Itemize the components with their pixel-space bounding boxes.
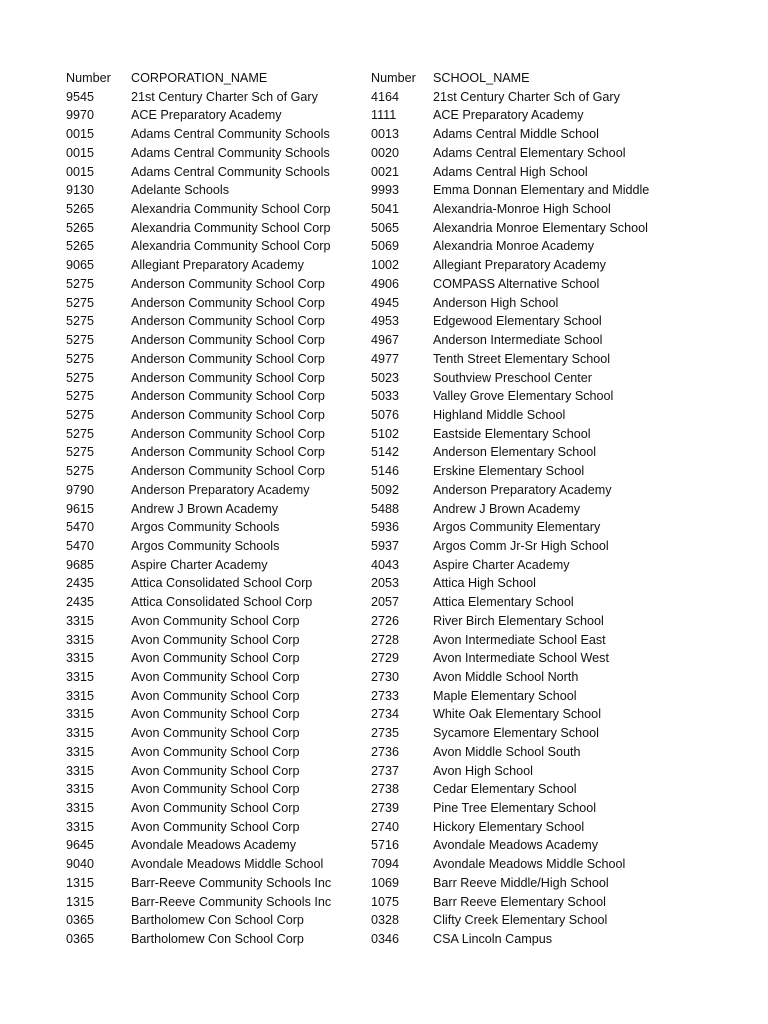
corp-number-cell: 9645 [66, 838, 95, 853]
school-number-cell: 0013 [371, 127, 400, 142]
table-row [0, 256, 768, 275]
table-row [0, 219, 768, 238]
table-row [0, 649, 768, 668]
corp-number-cell: 9970 [66, 108, 95, 123]
school-name-cell: Argos Comm Jr-Sr High School [433, 538, 609, 553]
corp-number-cell: 5265 [66, 220, 95, 235]
corporation-name-cell: Avon Community School Corp [131, 782, 300, 797]
school-name-cell: Attica Elementary School [433, 595, 574, 610]
school-number-cell: 5146 [371, 464, 400, 479]
corp-number-cell: 5275 [66, 314, 95, 329]
table-row [0, 425, 768, 444]
table-row [0, 762, 768, 781]
corp-number-cell: 5275 [66, 407, 95, 422]
school-number-cell: 5937 [371, 538, 400, 553]
school-name-cell: Allegiant Preparatory Academy [433, 258, 606, 273]
school-name-cell: Adams Central High School [433, 164, 588, 179]
corporation-name-cell: Barr-Reeve Community Schools Inc [131, 875, 332, 890]
header-corporation-name: CORPORATION_NAME [131, 71, 268, 85]
corporation-name-cell: Barr-Reeve Community Schools Inc [131, 894, 332, 909]
school-number-cell: 2728 [371, 632, 400, 647]
corporation-name-cell: Adelante Schools [131, 183, 230, 198]
table-row [0, 125, 768, 144]
table-row [0, 743, 768, 762]
corporation-name-cell: Avon Community School Corp [131, 613, 300, 628]
school-number-cell: 2057 [371, 595, 400, 610]
corp-number-cell: 3315 [66, 726, 95, 741]
school-name-cell: Emma Donnan Elementary and Middle [433, 183, 650, 198]
corporation-name-cell: Attica Consolidated School Corp [131, 576, 313, 591]
school-name-cell: Sycamore Elementary School [433, 726, 599, 741]
school-listing-sheet [0, 69, 768, 949]
school-number-cell: 0346 [371, 932, 400, 947]
school-number-cell: 2740 [371, 819, 400, 834]
corp-number-cell: 2435 [66, 595, 95, 610]
school-name-cell: Edgewood Elementary School [433, 314, 602, 329]
corporation-name-cell: Andrew J Brown Academy [131, 501, 278, 516]
school-number-cell: 4164 [371, 89, 400, 104]
table-row [0, 556, 768, 575]
school-number-cell: 5102 [371, 426, 400, 441]
corp-number-cell: 3315 [66, 707, 95, 722]
school-name-cell: ACE Preparatory Academy [433, 108, 584, 123]
school-name-cell: Avondale Meadows Academy [433, 838, 598, 853]
school-number-cell: 5041 [371, 202, 400, 217]
corporation-name-cell: Avon Community School Corp [131, 819, 300, 834]
school-name-cell: Avon High School [433, 763, 533, 778]
corp-number-cell: 0365 [66, 913, 95, 928]
corporation-name-cell: ACE Preparatory Academy [131, 108, 282, 123]
school-number-cell: 2738 [371, 782, 400, 797]
school-number-cell: 5033 [371, 389, 400, 404]
school-name-cell: White Oak Elementary School [433, 707, 601, 722]
corporation-name-cell: Avon Community School Corp [131, 744, 300, 759]
school-number-cell: 5488 [371, 501, 400, 516]
corporation-name-cell: Anderson Community School Corp [131, 333, 325, 348]
corp-number-cell: 5275 [66, 464, 95, 479]
school-name-cell: Erskine Elementary School [433, 464, 585, 479]
school-name-cell: Alexandria-Monroe High School [433, 202, 611, 217]
corp-number-cell: 9545 [66, 89, 95, 104]
corporation-name-cell: Argos Community Schools [131, 538, 280, 553]
school-number-cell: 4977 [371, 351, 400, 366]
table-row [0, 574, 768, 593]
header-corp-number: Number [66, 71, 111, 85]
school-number-cell: 2739 [371, 801, 400, 816]
corp-number-cell: 3315 [66, 819, 95, 834]
corporation-name-cell: Anderson Community School Corp [131, 389, 325, 404]
header-school-name: SCHOOL_NAME [433, 71, 530, 85]
table-row [0, 387, 768, 406]
corp-number-cell: 9130 [66, 183, 95, 198]
corp-number-cell: 5275 [66, 445, 95, 460]
school-number-cell: 7094 [371, 857, 400, 872]
table-row [0, 518, 768, 537]
corp-number-cell: 5470 [66, 538, 95, 553]
corp-number-cell: 1315 [66, 894, 95, 909]
school-name-cell: Hickory Elementary School [433, 819, 585, 834]
corp-number-cell: 5275 [66, 276, 95, 291]
corporation-name-cell: Avon Community School Corp [131, 651, 300, 666]
school-number-cell: 0021 [371, 164, 400, 179]
corp-number-cell: 0015 [66, 164, 95, 179]
school-number-cell: 2726 [371, 613, 400, 628]
corp-number-cell: 5265 [66, 202, 95, 217]
school-name-cell: Adams Central Elementary School [433, 145, 626, 160]
corporation-name-cell: Anderson Community School Corp [131, 426, 325, 441]
corporation-name-cell: Anderson Community School Corp [131, 276, 325, 291]
school-number-cell: 2737 [371, 763, 400, 778]
corp-number-cell: 3315 [66, 763, 95, 778]
school-number-cell: 9993 [371, 183, 400, 198]
school-number-cell: 1069 [371, 875, 400, 890]
corp-number-cell: 2435 [66, 576, 95, 591]
table-row [0, 443, 768, 462]
corp-number-cell: 5275 [66, 370, 95, 385]
school-number-cell: 5716 [371, 838, 400, 853]
school-name-cell: Avon Intermediate School West [433, 651, 609, 666]
table-row [0, 106, 768, 125]
school-number-cell: 1111 [371, 108, 397, 123]
school-number-cell: 5142 [371, 445, 400, 460]
school-name-cell: Alexandria Monroe Elementary School [433, 220, 648, 235]
corporation-name-cell: Avon Community School Corp [131, 707, 300, 722]
corp-number-cell: 9615 [66, 501, 95, 516]
corporation-name-cell: Alexandria Community School Corp [131, 202, 331, 217]
table-row [0, 537, 768, 556]
school-name-cell: Pine Tree Elementary School [433, 801, 597, 816]
school-number-cell: 0020 [371, 145, 400, 160]
corp-number-cell: 1315 [66, 875, 95, 890]
corporation-name-cell: Anderson Community School Corp [131, 351, 325, 366]
school-number-cell: 1075 [371, 894, 400, 909]
corp-number-cell: 0015 [66, 127, 95, 142]
school-number-cell: 5936 [371, 520, 400, 535]
table-row [0, 181, 768, 200]
school-name-cell: 21st Century Charter Sch of Gary [433, 89, 620, 104]
table-row [0, 836, 768, 855]
corp-number-cell: 9685 [66, 557, 95, 572]
school-name-cell: Eastside Elementary School [433, 426, 591, 441]
school-name-cell: Avon Intermediate School East [433, 632, 606, 647]
table-row [0, 294, 768, 313]
corp-number-cell: 5275 [66, 426, 95, 441]
school-number-cell: 5092 [371, 482, 400, 497]
school-name-cell: Anderson Elementary School [433, 445, 597, 460]
table-row [0, 780, 768, 799]
school-name-cell: Adams Central Middle School [433, 127, 599, 142]
corporation-name-cell: Anderson Preparatory Academy [131, 482, 310, 497]
school-name-cell: Avon Middle School North [433, 670, 579, 684]
corporation-name-cell: Allegiant Preparatory Academy [131, 258, 304, 273]
corp-number-cell: 0015 [66, 145, 95, 160]
corporation-name-cell: Anderson Community School Corp [131, 407, 325, 422]
school-name-cell: Anderson Intermediate School [433, 333, 603, 348]
corporation-name-cell: Adams Central Community Schools [131, 145, 330, 160]
corp-number-cell: 5275 [66, 351, 95, 366]
header-school-number: Number [371, 71, 416, 85]
corp-number-cell: 5275 [66, 389, 95, 404]
table-row [0, 462, 768, 481]
corporation-name-cell: Avon Community School Corp [131, 726, 300, 741]
corp-number-cell: 9040 [66, 857, 95, 872]
corporation-name-cell: Aspire Charter Academy [131, 557, 268, 572]
corp-number-cell: 5275 [66, 295, 95, 310]
table-row [0, 312, 768, 331]
school-name-cell: Argos Community Elementary [433, 520, 601, 535]
table-row [0, 855, 768, 874]
table-row [0, 612, 768, 631]
table-row [0, 799, 768, 818]
school-name-cell: Avon Middle School South [433, 744, 581, 759]
corporation-name-cell: Anderson Community School Corp [131, 314, 325, 329]
school-number-cell: 4043 [371, 557, 400, 572]
table-row [0, 237, 768, 256]
school-name-cell: Alexandria Monroe Academy [433, 239, 595, 254]
corporation-name-cell: 21st Century Charter Sch of Gary [131, 89, 318, 104]
table-row [0, 668, 768, 687]
corporation-name-cell: Avon Community School Corp [131, 632, 300, 647]
corporation-name-cell: Alexandria Community School Corp [131, 220, 331, 235]
school-number-cell: 5076 [371, 407, 400, 422]
table-row [0, 930, 768, 949]
table-row [0, 350, 768, 369]
table-row [0, 818, 768, 837]
corporation-name-cell: Bartholomew Con School Corp [131, 913, 304, 928]
school-number-cell: 5065 [371, 220, 400, 235]
school-number-cell: 4906 [371, 276, 400, 291]
corporation-name-cell: Avon Community School Corp [131, 688, 300, 703]
corp-number-cell: 3315 [66, 632, 95, 647]
corp-number-cell: 3315 [66, 651, 95, 666]
corporation-name-cell: Avon Community School Corp [131, 763, 300, 778]
corporation-name-cell: Anderson Community School Corp [131, 370, 325, 385]
school-name-cell: Southview Preschool Center [433, 370, 592, 385]
corporation-name-cell: Attica Consolidated School Corp [131, 595, 313, 610]
school-name-cell: Attica High School [433, 576, 536, 591]
corporation-name-cell: Avondale Meadows Academy [131, 838, 296, 853]
school-name-cell: COMPASS Alternative School [433, 276, 600, 291]
corp-number-cell: 5470 [66, 520, 95, 535]
table-row [0, 331, 768, 350]
corp-number-cell: 3315 [66, 688, 95, 703]
school-name-cell: Aspire Charter Academy [433, 557, 570, 572]
school-number-cell: 5069 [371, 239, 400, 254]
corporation-name-cell: Anderson Community School Corp [131, 464, 325, 479]
school-number-cell: 0328 [371, 913, 400, 928]
table-row [0, 200, 768, 219]
school-number-cell: 4967 [371, 333, 400, 348]
school-name-cell: Cedar Elementary School [433, 782, 577, 797]
corporation-name-cell: Avon Community School Corp [131, 801, 300, 816]
school-number-cell: 4953 [371, 314, 400, 329]
corp-number-cell: 9065 [66, 258, 95, 273]
table-row [0, 631, 768, 650]
school-name-cell: Valley Grove Elementary School [433, 389, 614, 404]
table-row [0, 500, 768, 519]
school-number-cell: 4945 [371, 295, 400, 310]
corp-number-cell: 3315 [66, 744, 95, 759]
header-row [0, 69, 768, 88]
corporation-name-cell: Argos Community Schools [131, 520, 280, 535]
table-row [0, 481, 768, 500]
corporation-name-cell: Anderson Community School Corp [131, 445, 325, 460]
corp-number-cell: 3315 [66, 782, 95, 797]
table-row [0, 893, 768, 912]
school-name-cell: Clifty Creek Elementary School [433, 913, 608, 928]
school-number-cell: 2734 [371, 707, 400, 722]
school-number-cell: 2736 [371, 744, 400, 759]
school-number-cell: 1002 [371, 258, 400, 273]
corp-number-cell: 5275 [66, 333, 95, 348]
school-name-cell: Anderson Preparatory Academy [433, 482, 612, 497]
corp-number-cell: 0365 [66, 932, 95, 947]
table-row [0, 369, 768, 388]
school-number-cell: 2735 [371, 726, 400, 741]
school-number-cell: 2729 [371, 651, 400, 666]
school-name-cell: Barr Reeve Middle/High School [433, 875, 609, 890]
table-row [0, 406, 768, 425]
corp-number-cell: 3315 [66, 613, 95, 628]
corporation-name-cell: Alexandria Community School Corp [131, 239, 331, 254]
school-name-cell: Barr Reeve Elementary School [433, 894, 606, 909]
table-row [0, 275, 768, 294]
table-row [0, 163, 768, 182]
corporation-name-cell: Bartholomew Con School Corp [131, 932, 304, 947]
corp-number-cell: 3315 [66, 801, 95, 816]
corporation-name-cell: Adams Central Community Schools [131, 164, 330, 179]
corporation-name-cell: Avondale Meadows Middle School [131, 857, 324, 872]
table-body [0, 88, 768, 949]
school-number-cell: 2733 [371, 688, 400, 703]
table-row [0, 911, 768, 930]
school-name-cell: Maple Elementary School [433, 688, 577, 703]
corporation-name-cell: Adams Central Community Schools [131, 127, 330, 142]
school-name-cell: Highland Middle School [433, 407, 566, 422]
table-row [0, 593, 768, 612]
corporation-name-cell: Avon Community School Corp [131, 670, 300, 684]
table-row [0, 705, 768, 724]
table-row [0, 724, 768, 743]
corp-number-cell: 3315 [66, 670, 95, 684]
school-number-cell: 2730 [371, 670, 400, 684]
school-number-cell: 2053 [371, 576, 400, 591]
table-row [0, 874, 768, 893]
corp-number-cell: 9790 [66, 482, 95, 497]
table-row [0, 88, 768, 107]
corporation-name-cell: Anderson Community School Corp [131, 295, 325, 310]
school-name-cell: River Birch Elementary School [433, 613, 604, 628]
school-name-cell: Andrew J Brown Academy [433, 501, 580, 516]
table-row [0, 687, 768, 706]
school-name-cell: CSA Lincoln Campus [433, 932, 553, 947]
school-name-cell: Tenth Street Elementary School [433, 351, 611, 366]
table-row [0, 144, 768, 163]
school-name-cell: Anderson High School [433, 295, 559, 310]
school-number-cell: 5023 [371, 370, 400, 385]
corp-number-cell: 5265 [66, 239, 95, 254]
school-name-cell: Avondale Meadows Middle School [433, 857, 626, 872]
